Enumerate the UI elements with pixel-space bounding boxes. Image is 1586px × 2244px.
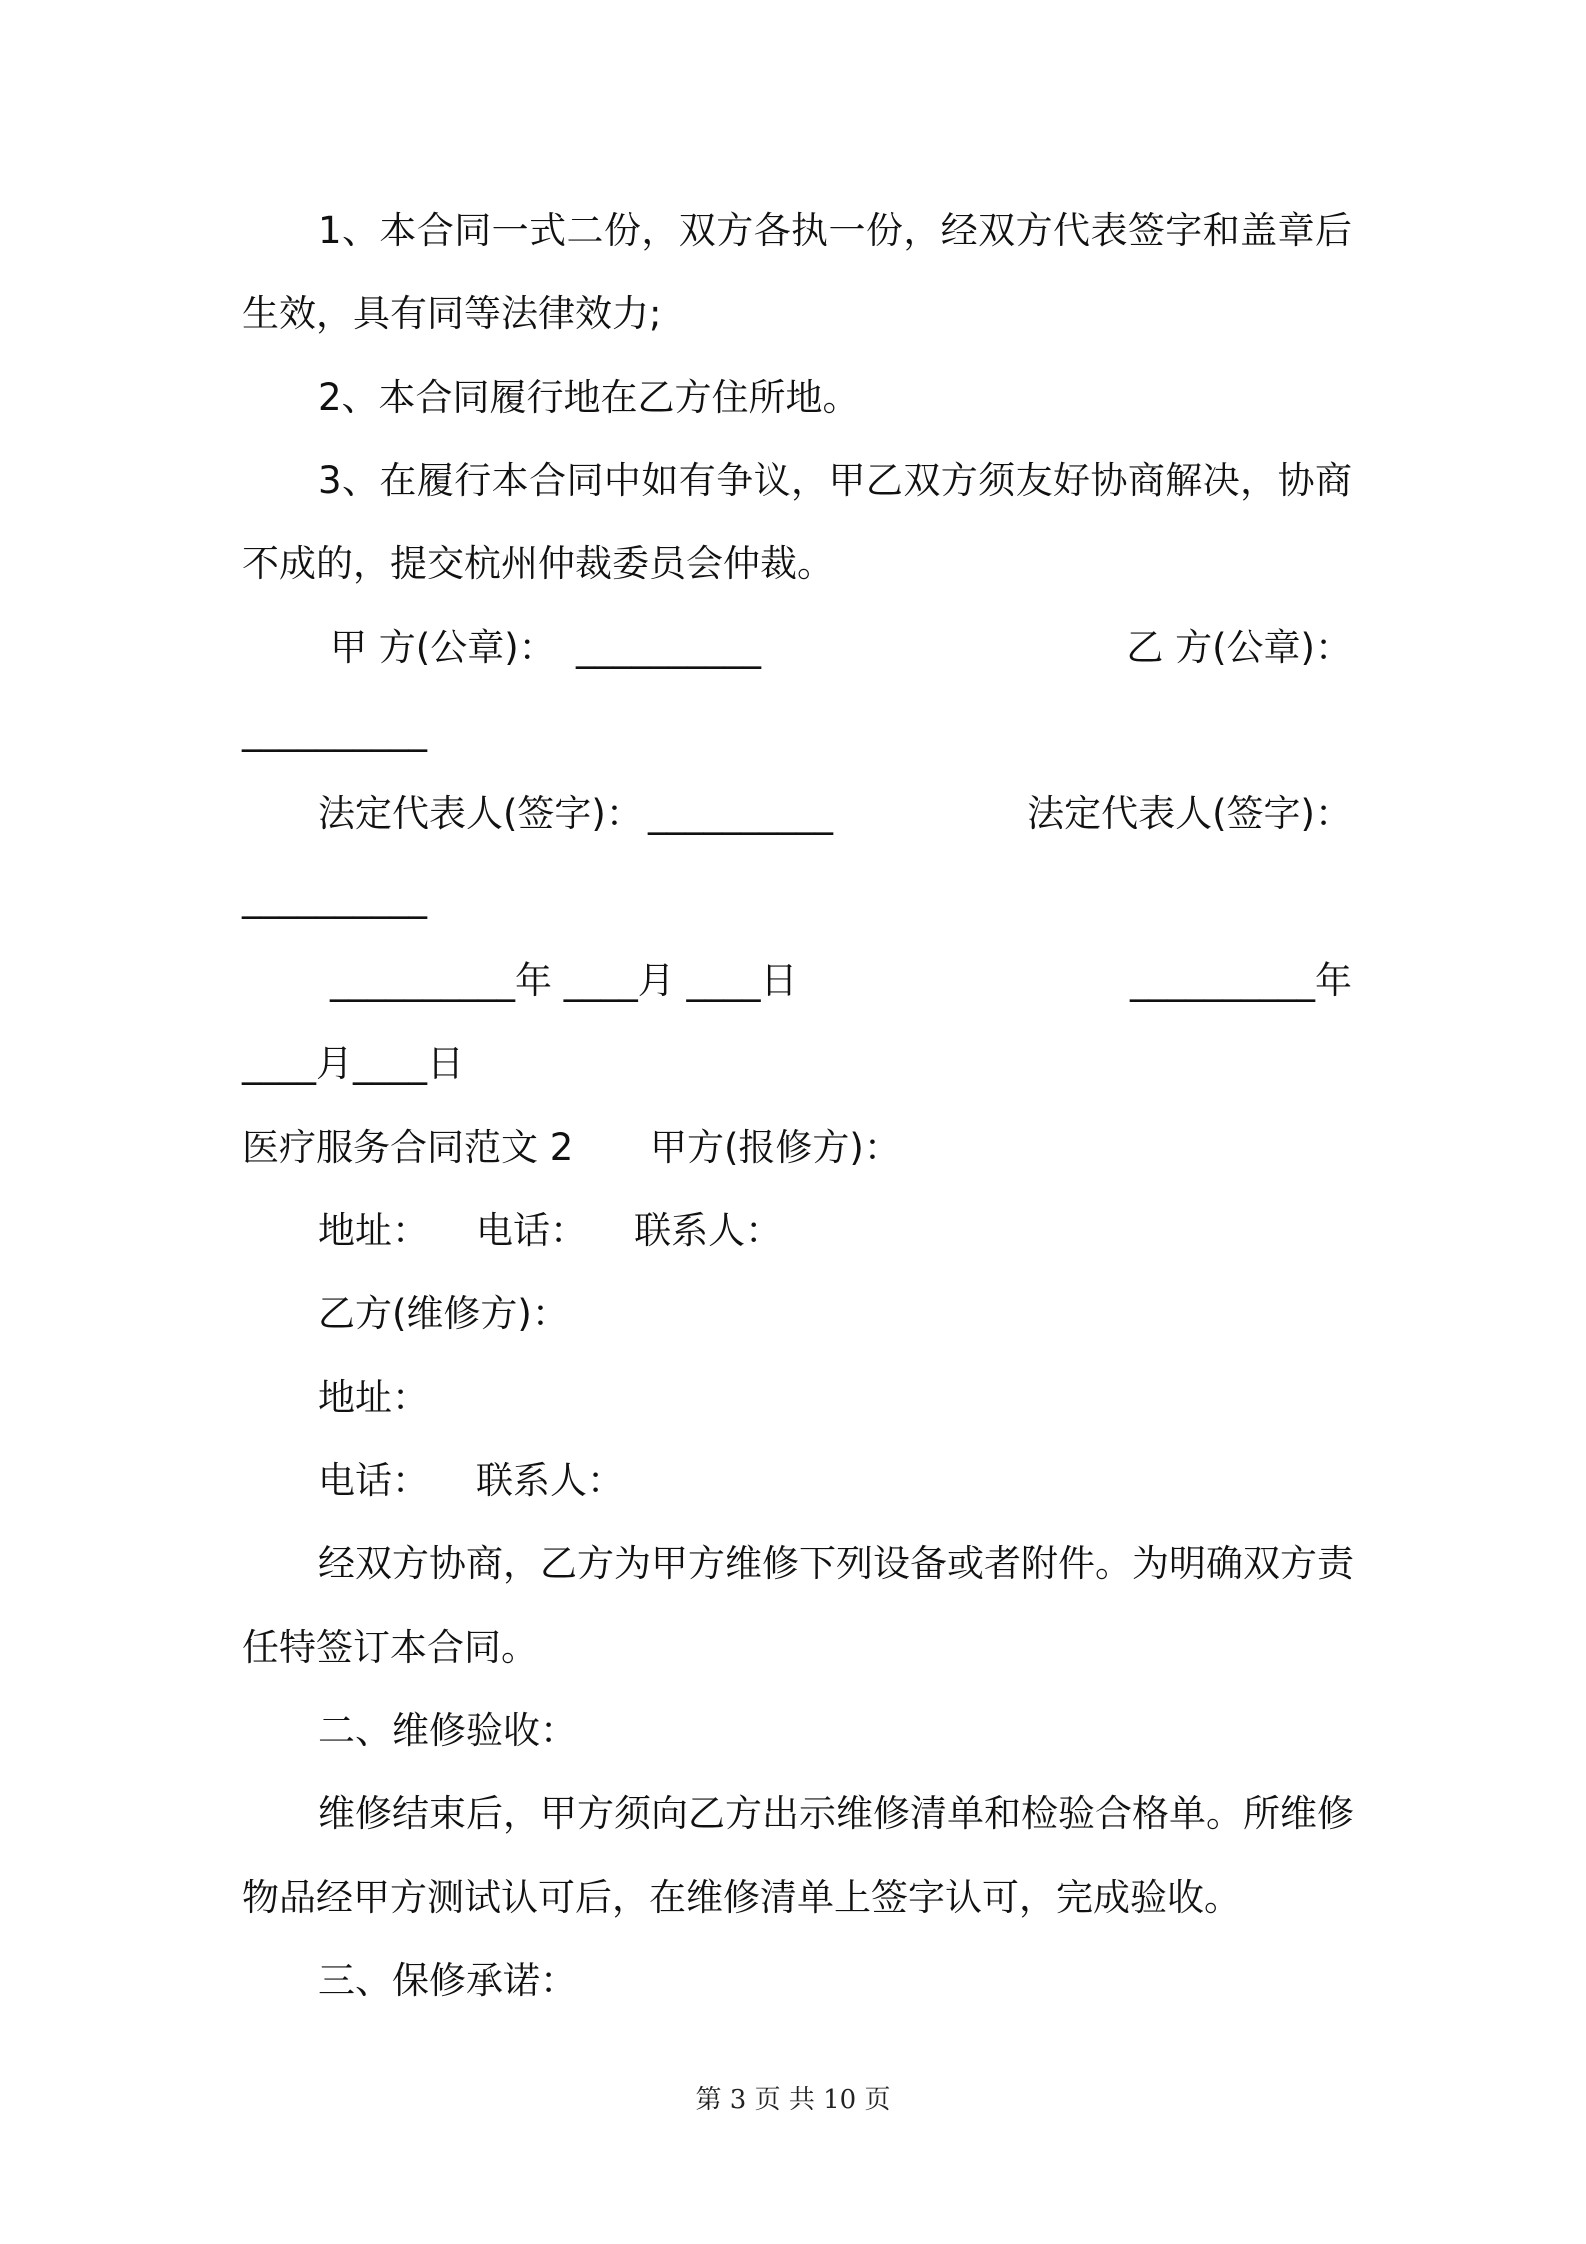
clause-3-line-1: 3、在履行本合同中如有争议，甲乙双方须友好协商解决，协商 bbox=[318, 459, 1352, 502]
party-b-date-rest: ____月____日 bbox=[242, 1042, 464, 1085]
party-b-rep-label: 法定代表人(签字)： bbox=[1027, 792, 1352, 835]
date-row bbox=[242, 955, 1352, 1007]
clause-2: 2、本合同履行地在乙方住所地。 bbox=[318, 376, 860, 419]
party-a-label: 甲方(报修方)： bbox=[650, 1126, 901, 1169]
party-b-seal-blank: __________ bbox=[242, 709, 427, 752]
party-b-contact: 电话： 联系人： bbox=[318, 1459, 625, 1502]
clause-2-title: 二、维修验收： bbox=[318, 1709, 577, 1752]
clause-1-line-2: 生效，具有同等法律效力; bbox=[242, 292, 662, 335]
clause-1-line-1: 1、本合同一式二份，双方各执一份，经双方代表签字和盖章后 bbox=[318, 209, 1352, 252]
section-2-heading: 医疗服务合同范文 2 bbox=[242, 1126, 574, 1169]
intro-line-2: 任特签订本合同。 bbox=[242, 1626, 538, 1669]
party-a-date: __________年 ____月 ____日 bbox=[330, 959, 798, 1002]
intro-line-1: 经双方协商，乙方为甲方维修下列设备或者附件。为明确双方责 bbox=[318, 1542, 1354, 1585]
party-b-rep-blank: __________ bbox=[242, 876, 427, 919]
party-a-rep-blank: __________ bbox=[648, 792, 833, 835]
representative-row bbox=[242, 788, 1352, 840]
party-b-seal-label: 乙 方(公章)： bbox=[1126, 626, 1352, 669]
party-b-label: 乙方(维修方)： bbox=[318, 1292, 569, 1335]
clause-2-line-2: 物品经甲方测试认可后，在维修清单上签字认可，完成验收。 bbox=[242, 1876, 1241, 1919]
party-b-address: 地址： bbox=[318, 1376, 429, 1419]
seal-row bbox=[242, 622, 1352, 674]
party-a-rep-label: 法定代表人(签字)： bbox=[318, 792, 643, 835]
party-a-contact: 地址： 电话： 联系人： bbox=[318, 1209, 783, 1252]
party-a-seal-blank: __________ bbox=[576, 626, 761, 669]
party-b-date-year: __________年 bbox=[1130, 959, 1352, 1002]
page-number: 第 3 页 共 10 页 bbox=[695, 2085, 891, 2115]
clause-3-line-2: 不成的，提交杭州仲裁委员会仲裁。 bbox=[242, 542, 834, 585]
clause-3-title: 三、保修承诺： bbox=[318, 1959, 577, 2002]
section-2-header-row bbox=[242, 1122, 1352, 1174]
party-a-seal-label: 甲 方(公章)： bbox=[330, 626, 556, 669]
clause-2-line-1: 维修结束后，甲方须向乙方出示维修清单和检验合格单。所维修 bbox=[318, 1792, 1354, 1835]
